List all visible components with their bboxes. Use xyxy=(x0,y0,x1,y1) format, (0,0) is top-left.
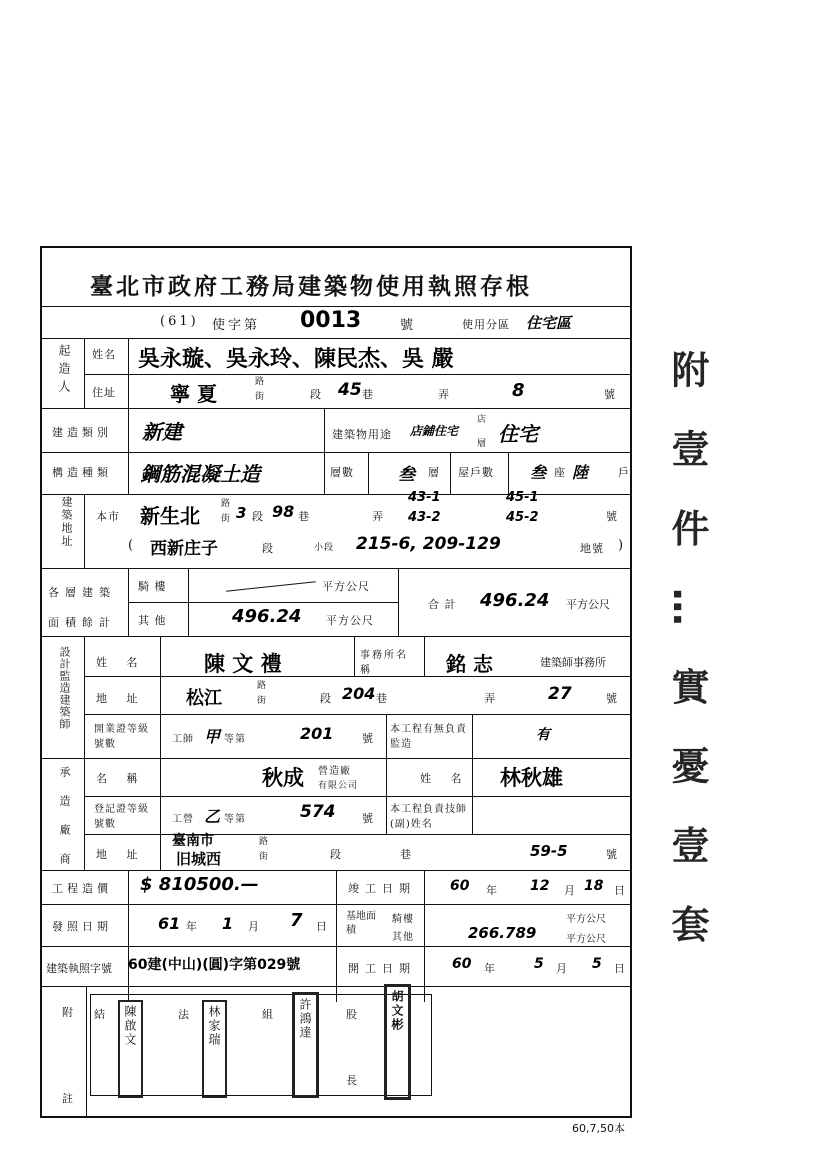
divider xyxy=(368,452,369,494)
divider xyxy=(40,636,632,637)
floors-label: 層數 xyxy=(330,466,354,479)
divider xyxy=(40,904,632,905)
divider xyxy=(398,568,399,636)
divider xyxy=(450,452,451,494)
contractor-addr-no: 59-5 xyxy=(530,842,568,860)
lane-label: 巷 xyxy=(362,388,374,401)
divider xyxy=(508,452,509,494)
divider xyxy=(84,676,632,677)
divider xyxy=(84,714,632,715)
site-sec-label: 段 xyxy=(252,510,264,523)
type-label: 建造類別 xyxy=(52,426,112,439)
divider xyxy=(40,452,632,453)
resp-label: 本工程有無負責監造 xyxy=(390,724,467,750)
divider xyxy=(336,870,337,1002)
applicant-addr-label: 住址 xyxy=(92,386,116,399)
applicant-section: 起造人 xyxy=(57,344,71,398)
done-label: 竣工日期 xyxy=(348,882,416,895)
tech-label: 本工程負責技師(副)姓名 xyxy=(390,804,467,830)
form-title: 臺北市政府工務局建築物使用執照存根 xyxy=(90,273,532,300)
divider xyxy=(386,796,387,834)
reg-label: 登記證等級號數 xyxy=(94,804,149,830)
site-road: 新生北 xyxy=(140,504,200,528)
total-unit: 平方公尺 xyxy=(566,598,610,611)
use-floor-small: 店 層 xyxy=(475,414,485,453)
contractor-lane-label: 巷 xyxy=(400,848,412,861)
permit-value: 60建(中山)(圓)字第029號 xyxy=(128,957,301,973)
small-sec-label: 小段 xyxy=(314,543,335,553)
other-value: 496.24 xyxy=(232,606,302,627)
architect-name: 陳 文 禮 xyxy=(204,652,282,676)
architect-no-label: 號 xyxy=(606,692,618,705)
base-label: 基地面積 xyxy=(346,911,376,936)
notes-col-label-5: 長 xyxy=(346,1074,358,1087)
divider xyxy=(40,758,632,759)
households-label: 屋戶數 xyxy=(458,466,494,479)
cost-label: 工程造價 xyxy=(52,882,112,895)
cost-value: $ 810500.— xyxy=(140,874,259,895)
start-m-unit: 月 xyxy=(556,962,568,975)
floors-value: 叁 xyxy=(398,465,415,485)
applicant-names: 吳永璇、吳永玲、陳民杰、吳 嚴 xyxy=(138,347,454,372)
divider xyxy=(84,494,85,568)
area-section: 各層建築面積餘計 xyxy=(48,586,116,629)
divider xyxy=(84,834,632,835)
no-label: 號 xyxy=(604,388,616,401)
households-unit2: 戶 xyxy=(618,466,630,479)
divider xyxy=(84,636,85,758)
done-y-unit: 年 xyxy=(486,884,498,897)
divider xyxy=(160,636,161,758)
divider xyxy=(128,338,129,408)
divider xyxy=(128,408,129,494)
applicant-number: 8 xyxy=(512,380,525,401)
other-label: 其 他 xyxy=(138,614,167,627)
reg-no-label: 號 xyxy=(362,812,374,825)
site-nums1: 43-1 xyxy=(408,490,441,505)
architect-road: 松江 xyxy=(186,688,222,709)
total-value: 496.24 xyxy=(480,590,550,611)
issue-d: 7 xyxy=(290,910,303,931)
divider xyxy=(40,986,632,987)
done-m: 12 xyxy=(530,878,550,894)
households-value: 叁 xyxy=(530,463,547,482)
site-lane-label: 巷 xyxy=(298,510,310,523)
issue-y: 61 xyxy=(158,914,181,933)
site-section: 建築地址 xyxy=(60,496,73,548)
base-unit-2: 平方公尺 xyxy=(566,934,606,945)
contractor-road: 旧城西 xyxy=(176,850,222,868)
notes-col-label-3: 組 xyxy=(262,1008,274,1021)
contractor-suffix: 營造廠 xyxy=(318,766,351,777)
person-label: 姓 名 xyxy=(420,772,470,785)
notes-col-label-4: 股 xyxy=(346,1008,358,1021)
start-y: 60 xyxy=(452,956,472,972)
done-d-unit: 日 xyxy=(614,884,626,897)
site-no-label: 號 xyxy=(606,510,618,523)
applicant-lane: 45 xyxy=(338,380,362,400)
architect-lane: 204 xyxy=(342,684,376,703)
issue-d-unit: 日 xyxy=(316,920,328,933)
notes-col-label-1: 結 xyxy=(94,1008,106,1021)
site-road-label: 路街 xyxy=(219,498,229,528)
architect-name-label: 姓 名 xyxy=(96,656,146,669)
divider xyxy=(84,796,632,797)
cert-mid: 等第 xyxy=(224,734,246,745)
contractor-section: 承造廠商 xyxy=(58,766,71,882)
floors-unit: 層 xyxy=(428,466,440,479)
cert-grade: 甲 xyxy=(204,727,221,746)
households-unit: 座 xyxy=(554,466,566,479)
architect-sec-label: 段 xyxy=(320,692,332,705)
start-m: 5 xyxy=(534,956,544,972)
done-m-unit: 月 xyxy=(564,884,576,897)
zone-label: 使用分區 xyxy=(462,318,510,331)
applicant-name-label: 姓名 xyxy=(92,348,116,361)
divider xyxy=(160,758,161,870)
reg-no: 574 xyxy=(300,802,336,822)
license-no-label: 號 xyxy=(400,318,417,333)
contractor-name-label: 名 稱 xyxy=(96,772,146,785)
cert-no-label: 號 xyxy=(362,732,374,745)
divider xyxy=(424,636,425,676)
divider xyxy=(128,602,398,603)
contractor-city: 臺南市 xyxy=(172,833,214,849)
office-label: 事務所名稱 xyxy=(360,650,408,676)
margin-note: 附 壹 件 … 實 憂 壹 套 xyxy=(665,350,709,957)
households-value2: 陸 xyxy=(572,463,589,482)
divider xyxy=(128,870,129,1002)
architect-section: 設計監造建築師 xyxy=(58,646,71,730)
site-city: 本市 xyxy=(96,510,120,523)
site-nums1b: 43-2 xyxy=(408,510,441,525)
paren-close: ) xyxy=(618,538,627,553)
base-arcade: 騎樓 xyxy=(392,914,414,925)
struct-value: 鋼筋混凝土造 xyxy=(140,462,260,486)
architect-addr-label: 地 址 xyxy=(96,692,146,705)
divider xyxy=(386,758,387,796)
license-year: (61) xyxy=(160,314,199,329)
reg-text: 工營 xyxy=(172,814,194,825)
applicant-road: 寧 夏 xyxy=(170,382,217,406)
contractor-sec-label: 段 xyxy=(330,848,342,861)
base-unit-1: 平方公尺 xyxy=(566,914,606,925)
divider xyxy=(472,796,473,834)
other-unit: 平方公尺 xyxy=(326,614,374,627)
license-number: 0013 xyxy=(300,308,362,333)
done-y: 60 xyxy=(450,878,470,894)
seal-stamp-1: 陳啟文 xyxy=(118,1000,143,1098)
base-value: 266.789 xyxy=(468,924,537,942)
office-suffix: 建築師事務所 xyxy=(540,656,606,669)
cert-label: 開業證等級號數 xyxy=(94,724,149,750)
resp-value: 有 xyxy=(536,727,550,743)
land-nos: 215-6, 209-129 xyxy=(356,534,501,554)
architect-lane-label: 巷 xyxy=(376,692,388,705)
divider xyxy=(424,870,425,1002)
site-nums2: 45-1 xyxy=(506,490,539,505)
footer-print-code: 60,7,50本 xyxy=(572,1122,625,1135)
issue-m-unit: 月 xyxy=(248,920,260,933)
zone-value: 住宅區 xyxy=(526,314,572,332)
cert-text: 工師 xyxy=(172,734,194,745)
divider xyxy=(40,946,632,947)
use-label: 建築物用途 xyxy=(332,428,392,441)
notes-label-bottom: 註 xyxy=(62,1092,74,1105)
architect-road-label: 路街 xyxy=(255,680,265,710)
contractor-name: 秋成 xyxy=(262,766,304,790)
base-other: 其他 xyxy=(392,932,414,943)
license-char-label: 使字第 xyxy=(212,318,261,333)
divider xyxy=(354,636,355,676)
contractor-road-label: 路街 xyxy=(257,836,267,866)
divider xyxy=(84,374,632,375)
seal-stamp-3: 許鴻達 xyxy=(292,992,319,1098)
done-d: 18 xyxy=(584,878,604,894)
start-y-unit: 年 xyxy=(484,962,496,975)
seal-stamp-4: 胡文彬 xyxy=(384,984,411,1100)
struct-label: 構造種類 xyxy=(52,466,112,479)
site-alley-label: 弄 xyxy=(372,510,384,523)
divider xyxy=(386,714,387,758)
divider xyxy=(324,452,325,494)
architect-number: 27 xyxy=(548,684,572,704)
land-no-label: 地號 xyxy=(580,542,604,555)
alley-label: 弄 xyxy=(438,388,450,401)
start-d-unit: 日 xyxy=(614,962,626,975)
total-label: 合 計 xyxy=(428,598,457,611)
paren-open: ( xyxy=(128,538,137,553)
seal-stamp-2: 林家瑞 xyxy=(202,1000,227,1098)
architect-alley-label: 弄 xyxy=(484,692,496,705)
arcade-unit: 平方公尺 xyxy=(322,580,370,593)
divider xyxy=(86,986,87,1118)
notes-label-top: 附 xyxy=(62,1006,74,1019)
divider xyxy=(40,306,632,307)
use-value2: 住宅 xyxy=(498,422,538,446)
cert-no: 201 xyxy=(300,724,334,743)
reg-grade: 乙 xyxy=(204,807,221,826)
divider xyxy=(472,758,473,796)
person-value: 林秋雄 xyxy=(500,766,563,790)
road-label: 路街 xyxy=(253,376,263,406)
site-sec: 3 xyxy=(236,504,247,522)
use-value: 店鋪住宅 xyxy=(410,424,459,438)
land-sec: 西新庄子 xyxy=(150,539,218,559)
issue-label: 發照日期 xyxy=(52,920,112,933)
permit-label: 建築執照字號 xyxy=(46,962,112,975)
land-sec-label: 段 xyxy=(262,542,274,555)
divider xyxy=(84,758,85,870)
start-d: 5 xyxy=(592,956,602,972)
contractor-no-label: 號 xyxy=(606,848,618,861)
contractor-addr-label: 地 址 xyxy=(96,848,146,861)
type-value: 新建 xyxy=(142,420,182,444)
office-value: 銘 志 xyxy=(446,652,493,676)
site-nums2b: 45-2 xyxy=(506,510,539,525)
site-lane: 98 xyxy=(272,502,295,521)
issue-y-unit: 年 xyxy=(186,920,198,933)
divider xyxy=(472,714,473,758)
divider xyxy=(40,494,632,495)
sec-label: 段 xyxy=(310,388,322,401)
issue-m: 1 xyxy=(222,914,234,933)
divider xyxy=(84,338,85,408)
divider xyxy=(324,408,325,452)
reg-mid: 等第 xyxy=(224,814,246,825)
contractor-suffix2: 有限公司 xyxy=(318,781,359,791)
arcade-label: 騎 樓 xyxy=(138,580,167,593)
notes-col-label-2: 法 xyxy=(178,1008,190,1021)
start-label: 開工日期 xyxy=(348,962,416,975)
